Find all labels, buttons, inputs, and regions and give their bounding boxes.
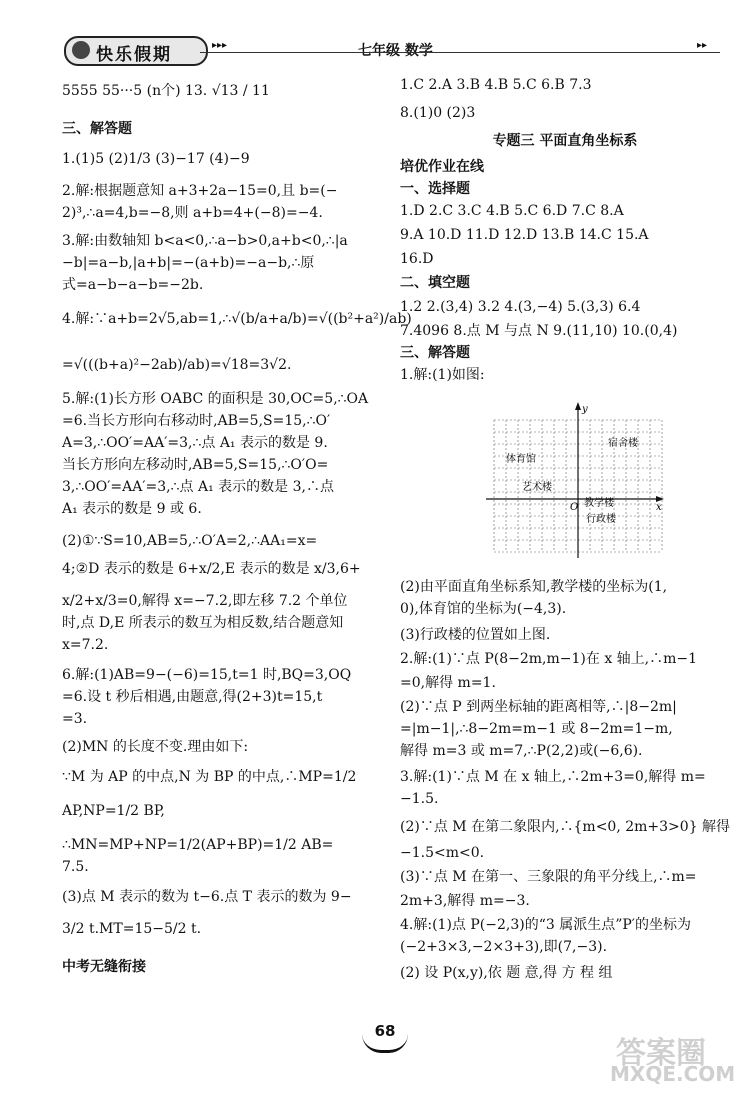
left-line-11: =6.当长方形向右移动时,AB=5,S=15,∴O′: [62, 413, 331, 429]
right-line-12: 1.解:(1)如图:: [400, 367, 485, 383]
left-line-26: AP,NP=1/2 BP,: [62, 803, 165, 819]
left-line-19: 时,点 D,E 所表示的数互为相反数,结合题意知: [62, 615, 344, 631]
book-title: 快乐假期: [96, 45, 172, 65]
building-label-1: 体育馆: [506, 454, 536, 465]
left-line-29: (3)点 M 表示的数为 t−6.点 T 表示的数为 9−: [62, 889, 352, 905]
right-line-21: 3.解:(1)∵点 M 在 x 轴上,∴2m+3=0,解得 m=: [400, 769, 706, 785]
left-line-22: =6.设 t 秒后相遇,由题意,得(2+3)t=15,t: [62, 689, 323, 705]
subject-title: 七年级 数学: [358, 43, 433, 59]
coordinate-grid-figure: [486, 402, 666, 558]
left-line-8: 4.解:∵a+b=2√5,ab=1,∴√(b/a+a/b)=√((b²+a²)/ab): [62, 311, 412, 327]
page-header: [0, 0, 750, 70]
left-line-5: 3.解:由数轴知 b<a<0,∴a−b>0,a+b<0,∴|a: [62, 233, 348, 249]
left-line-1: 三、解答题: [62, 121, 132, 137]
page-number-text: 68: [374, 1022, 396, 1040]
left-line-23: =3.: [62, 711, 88, 727]
right-line-18: (2)∵点 P 到两坐标轴的距离相等,∴|8−2m|: [400, 699, 677, 715]
right-line-6: 9.A 10.D 11.D 12.D 13.B 14.C 15.A: [400, 227, 649, 243]
left-line-13: 当长方形向左移动时,AB=5,S=15,∴O′O=: [62, 457, 329, 473]
left-line-9: =√(((b+a)²−2ab)/ab)=√18=3√2.: [62, 357, 292, 373]
building-label-0: 宿舍楼: [608, 438, 638, 449]
right-line-24: −1.5<m<0.: [400, 845, 485, 861]
right-line-2: 专题三 平面直角坐标系: [492, 133, 638, 149]
right-line-5: 1.D 2.C 3.C 4.B 5.C 6.D 7.C 8.A: [400, 203, 624, 219]
badge-ball-icon: [72, 41, 90, 59]
right-line-3: 培优作业在线: [400, 159, 484, 175]
right-line-8: 二、填空题: [400, 275, 470, 291]
right-line-1: 8.(1)0 (2)3: [400, 105, 476, 121]
watermark-line2: MXQE.COM: [610, 1062, 736, 1086]
right-line-9: 1.2 2.(3,4) 3.2 4.(3,−4) 5.(3,3) 6.4: [400, 299, 641, 315]
right-line-16: 2.解:(1)∵点 P(8−2m,m−1)在 x 轴上,∴m−1: [400, 651, 698, 667]
right-line-27: 4.解:(1)点 P(−2,3)的“3 属派生点”P′的坐标为: [400, 917, 691, 933]
page-number: [356, 1022, 414, 1052]
left-line-27: ∴MN=MP+NP=1/2(AP+BP)=1/2 AB=: [62, 837, 334, 853]
right-line-23: (2)∵点 M 在第二象限内,∴{m<0, 2m+3>0} 解得: [400, 819, 731, 835]
right-line-26: 2m+3,解得 m=−3.: [400, 893, 530, 909]
left-line-30: 3/2 t.MT=15−5/2 t.: [62, 921, 202, 937]
left-line-4: 2)³,∴a=4,b=−8,则 a+b=4+(−8)=−4.: [62, 205, 323, 221]
arrow-decoration-right: ▸▸: [697, 40, 708, 51]
left-line-7: 式=a−b−a−b=−2b.: [62, 277, 204, 293]
left-line-0: 5555 55···5 (n个) 13. √13 / 11: [62, 83, 270, 99]
book-title-badge: [64, 36, 208, 66]
left-line-31: 中考无缝衔接: [62, 959, 146, 975]
right-line-7: 16.D: [400, 251, 434, 267]
left-line-16: (2)①∵S=10,AB=5,∴O′A=2,∴AA₁=x=: [62, 533, 318, 549]
watermark-logo: [604, 1028, 734, 1088]
right-line-19: =|m−1|,∴8−2m=m−1 或 8−2m=1−m,: [400, 721, 673, 737]
building-label-3: 教学楼: [584, 498, 614, 509]
right-line-11: 三、解答题: [400, 345, 470, 361]
arrow-decoration-left: ▸▸▸: [212, 40, 228, 51]
left-line-25: ∵M 为 AP 的中点,N 为 BP 的中点,∴MP=1/2: [62, 769, 357, 785]
right-line-10: 7.4096 8.点 M 与点 N 9.(11,10) 10.(0,4): [400, 323, 678, 339]
y-axis-label: y: [582, 404, 588, 415]
right-line-4: 一、选择题: [400, 181, 470, 197]
right-line-0: 1.C 2.A 3.B 4.B 5.C 6.B 7.3: [400, 77, 592, 93]
y-arrow-icon: [575, 402, 581, 410]
right-line-14: 0),体育馆的坐标为(−4,3).: [400, 601, 567, 617]
left-line-18: x/2+x/3=0,解得 x=−7.2,即左移 7.2 个单位: [62, 593, 348, 609]
origin-label: O: [570, 502, 579, 513]
right-line-20: 解得 m=3 或 m=7,∴P(2,2)或(−6,6).: [400, 743, 643, 759]
left-line-15: A₁ 表示的数是 9 或 6.: [62, 501, 202, 517]
right-line-29: (2) 设 P(x,y),依 题 意,得 方 程 组: [400, 965, 613, 981]
watermark-line1: 答案圈: [616, 1036, 706, 1071]
left-line-12: A=3,∴OO′=AA′=3,∴点 A₁ 表示的数是 9.: [62, 435, 328, 451]
left-line-20: x=7.2.: [62, 637, 109, 653]
right-line-28: (−2+3×3,−2×3+3),即(7,−3).: [400, 939, 608, 955]
left-line-17: 4;②D 表示的数是 6+x/2,E 表示的数是 x/3,6+: [62, 561, 361, 577]
left-line-14: 3,∴OO′=AA′=3,∴点 A₁ 表示的数是 3,∴点: [62, 479, 334, 495]
building-label-4: 行政楼: [586, 514, 616, 525]
left-line-3: 2.解:根据题意知 a+3+2a−15=0,且 b=(−: [62, 183, 338, 199]
left-line-6: −b|=a−b,|a+b|=−(a+b)=−a−b,∴原: [62, 255, 315, 271]
right-line-17: =0,解得 m=1.: [400, 675, 496, 691]
right-line-22: −1.5.: [400, 791, 439, 807]
page-number-arc: [362, 1034, 408, 1053]
right-line-25: (3)∵点 M 在第一、三象限的角平分线上,∴m=: [400, 869, 697, 885]
left-line-2: 1.(1)5 (2)1/3 (3)−17 (4)−9: [62, 151, 250, 167]
left-line-24: (2)MN 的长度不变.理由如下:: [62, 739, 249, 755]
right-line-13: (2)由平面直角坐标系知,教学楼的坐标为(1,: [400, 579, 668, 595]
x-axis-label: x: [656, 502, 662, 513]
left-line-21: 6.解:(1)AB=9−(−6)=15,t=1 时,BQ=3,OQ: [62, 667, 352, 683]
left-line-28: 7.5.: [62, 859, 89, 875]
left-line-10: 5.解:(1)长方形 OABC 的面积是 30,OC=5,∴OA: [62, 391, 369, 407]
building-label-2: 艺术楼: [522, 482, 552, 493]
right-line-15: (3)行政楼的位置如上图.: [400, 627, 551, 643]
header-rule: [200, 52, 720, 53]
